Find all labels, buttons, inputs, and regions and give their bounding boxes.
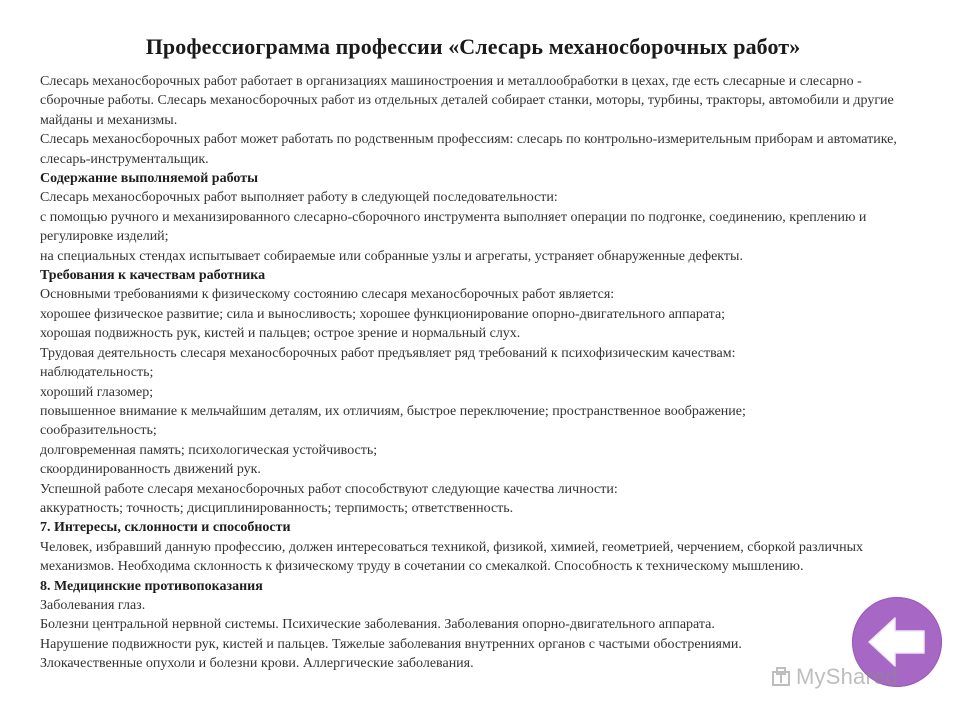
paragraph: Успешной работе слесаря механосборочных работ способствуют следующие качества личности:	[40, 481, 618, 497]
section-heading: Требования к качествам работника	[40, 268, 266, 284]
paragraph: хорошая подвижность рук, кистей и пальцев; острое зрение и нормальный слух.	[40, 326, 521, 342]
paragraph: сообразительность;	[40, 423, 157, 439]
paragraph: Основными требованиями к физическому состоянию слесаря механосборочных работ является:	[40, 287, 615, 303]
paragraph: Человек, избравший данную профессию, должен интересоваться техникой, физикой, химией, геометрией, черчением, сборкой различных механизмов. Необходима склонность к физическому труду в сочетании со смекалкой. Способность к техническому мышлению.	[40, 539, 863, 575]
watermark	[770, 664, 930, 690]
paragraph: Слесарь механосборочных работ может работать по родственным профессиям: слесарь по контрольно-измерительным приборам и автоматике, слесарь-инструментальщик.	[40, 132, 897, 167]
watermark-text: MyShared	[796, 664, 898, 689]
paragraph: наблюдательность;	[40, 365, 154, 381]
paragraph: Трудовая деятельность слесаря механосборочных работ предъявляет ряд требований к психофизическим качествам:	[40, 345, 736, 361]
paragraph: Нарушение подвижности рук, кистей и пальцев. Тяжелые заболевания внутренних органов с частыми обострениями.	[40, 636, 742, 652]
paragraph: на специальных стендах испытывает собираемые или собранные узлы и агрегаты, устраняет обнаруженные дефекты.	[40, 248, 743, 264]
paragraph: скоординированность движений рук.	[40, 462, 261, 478]
paragraph: Заболевания глаз.	[40, 597, 146, 613]
paragraph: хорошее физическое развитие; сила и выносливость; хорошее функционирование опорно-двигательного аппарата;	[40, 306, 726, 322]
section-heading: Содержание выполняемой работы	[40, 171, 259, 187]
page-title: Профессиограмма профессии «Слесарь механосборочных работ»	[145, 34, 801, 59]
paragraph: Злокачественные опухоли и болезни крови. Аллергические заболевания.	[40, 656, 474, 672]
document-body	[40, 72, 912, 674]
paragraph: Слесарь механосборочных работ работает в организациях машиностроения и металлообработки в цехах, где есть слесарные и слесарно - сборочные работы. Слесарь механосборочных работ из отдельных деталей собирает станки, моторы, турбины, тракторы, автомобили и другие майданы и механизмы.	[40, 74, 894, 128]
paragraph: аккуратность; точность; дисциплинированность; терпимость; ответственность.	[40, 500, 514, 516]
myshared-logo-icon	[770, 666, 792, 688]
paragraph: долговременная память; психологическая устойчивость;	[40, 442, 378, 458]
paragraph: с помощью ручного и механизированного слесарно-сборочного инструмента выполняет операции по подгонке, соединению, креплению и регулировке изделий;	[40, 209, 867, 245]
section-heading: 8. Медицинские противопоказания	[40, 578, 263, 594]
section-heading: 7. Интересы, склонности и способности	[40, 520, 291, 536]
paragraph: Слесарь механосборочных работ выполняет работу в следующей последовательности:	[40, 190, 558, 206]
paragraph: хороший глазомер;	[40, 384, 154, 400]
paragraph: повышенное внимание к мельчайшим деталям, их отличиям, быстрое переключение; пространственное воображение;	[40, 403, 746, 419]
paragraph: Болезни центральной нервной системы. Психические заболевания. Заболевания опорно-двигательного аппарата.	[40, 617, 715, 633]
